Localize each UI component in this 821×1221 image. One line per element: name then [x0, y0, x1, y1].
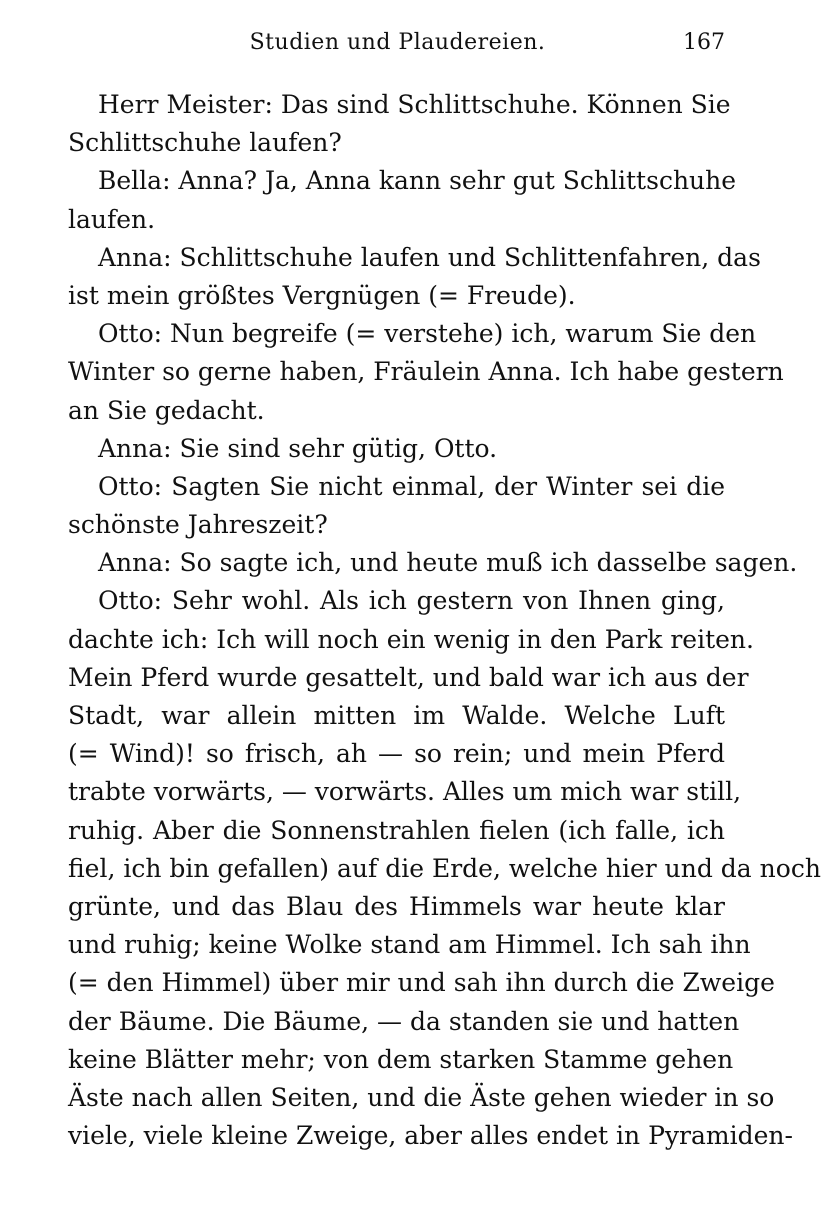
text-line: (= den Himmel) über mir und sah ihn durch die Zweige [68, 968, 775, 998]
text-line: (= Wind)! so frisch, ah — so rein; und mein Pferd [68, 739, 725, 769]
text-line: Otto: Sehr wohl. Als ich gestern von Ihnen ging, [98, 586, 725, 616]
text-line: grünte, und das Blau des Himmels war heute klar [68, 891, 725, 921]
text-line: Anna: Sie sind sehr gütig, Otto. [98, 433, 498, 463]
text-line: Anna: So sagte ich, und heute muß ich dasselbe sagen. [98, 548, 798, 578]
text-line: trabte vorwärts, — vorwärts. Alles um mich war still, [68, 777, 742, 807]
page-number: 167 [683, 30, 725, 55]
text-line: Anna: Schlittschuhe laufen und Schlittenfahren, das [98, 242, 761, 272]
text-line: ruhig. Aber die Sonnenstrahlen fielen (ich falle, ich [68, 815, 725, 845]
text-line: Otto: Nun begreife (= verstehe) ich, warum Sie den [98, 319, 757, 349]
running-head [70, 30, 725, 64]
text-line: Mein Pferd wurde gesattelt, und bald war ich aus der [68, 662, 749, 692]
text-line: an Sie gedacht. [68, 395, 265, 425]
text-line: viele, viele kleine Zweige, aber alles endet in Pyramiden- [68, 1121, 793, 1151]
text-line: Schlittschuhe laufen? [68, 128, 342, 158]
text-line: fiel, ich bin gefallen) auf die Erde, welche hier und da noch [68, 853, 821, 883]
text-line: ist mein größtes Vergnügen (= Freude). [68, 280, 576, 310]
text-line: Winter so gerne haben, Fräulein Anna. Ich habe gestern [68, 357, 784, 387]
body-text [68, 86, 821, 1155]
text-line: Herr Meister: Das sind Schlittschuhe. Können Sie [98, 90, 731, 119]
text-line: keine Blätter mehr; von dem starken Stamme gehen [68, 1044, 734, 1074]
text-line: Äste nach allen Seiten, und die Äste gehen wieder in so [68, 1082, 775, 1112]
text-line: und ruhig; keine Wolke stand am Himmel. Ich sah ihn [68, 930, 751, 960]
text-line: Stadt, war allein mitten im Walde. Welche Luft [68, 701, 725, 730]
text-line: schönste Jahreszeit? [68, 510, 328, 540]
text-line: Bella: Anna? Ja, Anna kann sehr gut Schlittschuhe [98, 166, 737, 196]
text-line: dachte ich: Ich will noch ein wenig in den Park reiten. [68, 624, 754, 654]
text-line: laufen. [68, 204, 156, 234]
text-line: Otto: Sagten Sie nicht einmal, der Winter sei die [98, 471, 725, 501]
running-title: Studien und Plaudereien. [249, 30, 546, 55]
text-line: der Bäume. Die Bäume, — da standen sie und hatten [68, 1006, 740, 1036]
